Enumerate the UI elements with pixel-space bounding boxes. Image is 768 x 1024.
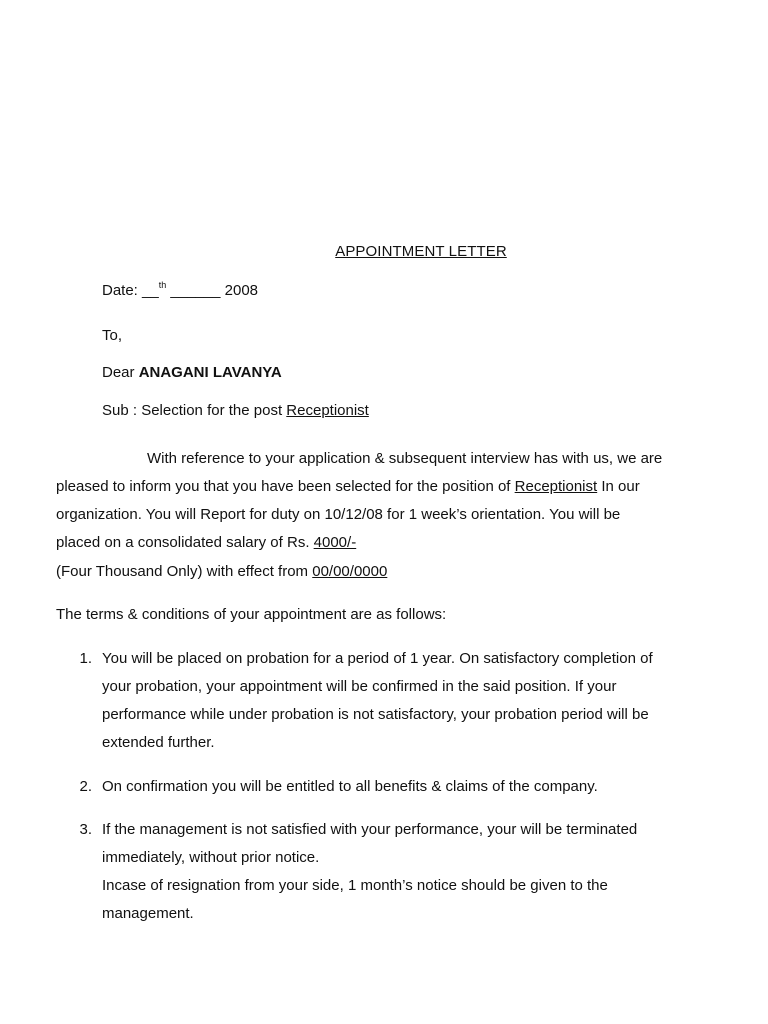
terms-intro: The terms & conditions of your appointment are as follows: [56,606,447,623]
subject-post: Receptionist [286,402,369,419]
body-line [56,478,640,496]
term-line: management. [102,905,194,922]
salary-amount: 4000/- [313,534,357,551]
date-line [102,282,258,300]
to-line: To, [102,327,123,344]
date-ordinal: th [158,280,167,290]
effective-date: 00/00/0000 [312,563,388,580]
body-post: Receptionist [514,478,598,495]
term-number: 3. [79,821,92,838]
body-line: organization. You will Report for duty on 10/12/08 for 1 week’s orientation. You will be [56,506,621,523]
body-line [56,563,387,581]
salutation-line [102,364,282,382]
term-number: 1. [79,650,92,667]
letter-title: APPOINTMENT LETTER [335,243,507,260]
term-line: performance while under probation is not satisfactory, your probation period will be [102,706,649,723]
term-number: 2. [79,778,92,795]
body-line [56,534,356,552]
body-line: With reference to your application & subsequent interview has with us, we are [147,450,663,467]
date-day-blank: __ [142,282,159,299]
term-line: your probation, your appointment will be confirmed in the said position. If your [102,678,617,695]
term-line: immediately, without prior notice. [102,849,320,866]
date-year: 2008 [224,282,259,299]
body-text: pleased to inform you that you have been selected for the position of [56,478,511,495]
recipient-name: ANAGANI LAVANYA [138,364,282,381]
body-text: placed on a consolidated salary of Rs. [56,534,310,551]
term-line: On confirmation you will be entitled to all benefits & claims of the company. [102,778,598,795]
body-text: (Four Thousand Only) with effect from [56,563,309,580]
dear-prefix: Dear [102,364,135,381]
date-label: Date: [102,282,138,299]
subject-line [102,402,369,420]
body-text: In our [601,478,640,495]
term-line: You will be placed on probation for a period of 1 year. On satisfactory completion of [102,650,653,667]
subject-prefix: Sub : Selection for the post [102,402,283,419]
term-line: extended further. [102,734,215,751]
date-month-blank: ______ [170,282,221,299]
term-line: If the management is not satisfied with your performance, your will be terminated [102,821,638,838]
term-line: Incase of resignation from your side, 1 month’s notice should be given to the [102,877,608,894]
